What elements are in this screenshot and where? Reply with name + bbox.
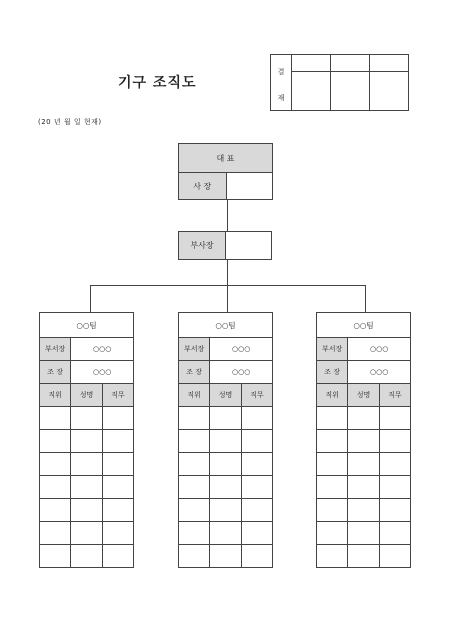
staff-name-cell[interactable]	[348, 407, 379, 430]
staff-name-cell[interactable]	[71, 545, 102, 568]
connector-line	[90, 285, 91, 312]
column-header-name: 성명	[348, 384, 379, 407]
staff-duty-cell[interactable]	[241, 430, 272, 453]
vice-president-label: 부사장	[179, 232, 226, 260]
approval-header-cell[interactable]	[292, 55, 331, 72]
leader-value: ○○○	[348, 361, 411, 384]
leader-value: ○○○	[71, 361, 134, 384]
manager-value: ○○○	[210, 338, 273, 361]
approval-box	[270, 54, 409, 111]
staff-position-cell[interactable]	[40, 430, 71, 453]
staff-name-cell[interactable]	[210, 407, 241, 430]
staff-position-cell[interactable]	[317, 545, 348, 568]
staff-duty-cell[interactable]	[379, 453, 410, 476]
staff-position-cell[interactable]	[317, 522, 348, 545]
president-label: 사 장	[179, 173, 227, 200]
manager-value: ○○○	[71, 338, 134, 361]
column-header-name: 성명	[71, 384, 102, 407]
staff-name-cell[interactable]	[348, 545, 379, 568]
staff-name-cell[interactable]	[210, 453, 241, 476]
approval-header-cell[interactable]	[331, 55, 370, 72]
staff-duty-cell[interactable]	[379, 407, 410, 430]
team-table	[316, 312, 411, 568]
staff-name-cell[interactable]	[210, 476, 241, 499]
staff-duty-cell[interactable]	[241, 522, 272, 545]
staff-position-cell[interactable]	[40, 453, 71, 476]
connector-line	[227, 285, 228, 312]
staff-name-cell[interactable]	[348, 430, 379, 453]
leader-label: 조 장	[179, 361, 210, 384]
staff-duty-cell[interactable]	[241, 407, 272, 430]
vice-president-name-cell[interactable]	[226, 232, 272, 260]
column-header-duty: 직무	[241, 384, 272, 407]
staff-duty-cell[interactable]	[379, 476, 410, 499]
staff-duty-cell[interactable]	[241, 545, 272, 568]
staff-position-cell[interactable]	[40, 522, 71, 545]
staff-position-cell[interactable]	[317, 453, 348, 476]
staff-name-cell[interactable]	[210, 545, 241, 568]
staff-duty-cell[interactable]	[379, 522, 410, 545]
staff-duty-cell[interactable]	[379, 499, 410, 522]
staff-duty-cell[interactable]	[379, 430, 410, 453]
president-name-cell[interactable]	[226, 173, 273, 200]
staff-position-cell[interactable]	[179, 476, 210, 499]
staff-position-cell[interactable]	[179, 545, 210, 568]
staff-name-cell[interactable]	[348, 499, 379, 522]
manager-label: 부서장	[40, 338, 71, 361]
manager-label: 부서장	[179, 338, 210, 361]
approval-header-cell[interactable]	[370, 55, 409, 72]
leader-label: 조 장	[317, 361, 348, 384]
staff-name-cell[interactable]	[348, 522, 379, 545]
staff-position-cell[interactable]	[179, 407, 210, 430]
staff-duty-cell[interactable]	[241, 453, 272, 476]
staff-duty-cell[interactable]	[241, 476, 272, 499]
staff-name-cell[interactable]	[71, 430, 102, 453]
column-header-position: 직위	[179, 384, 210, 407]
team-name: ○○팀	[317, 313, 411, 338]
leader-value: ○○○	[210, 361, 273, 384]
staff-duty-cell[interactable]	[102, 407, 133, 430]
page-title: 기구 조직도	[118, 75, 197, 91]
staff-duty-cell[interactable]	[102, 545, 133, 568]
staff-name-cell[interactable]	[71, 407, 102, 430]
staff-position-cell[interactable]	[179, 499, 210, 522]
staff-position-cell[interactable]	[317, 476, 348, 499]
approval-sign-cell[interactable]	[331, 72, 370, 111]
staff-duty-cell[interactable]	[102, 476, 133, 499]
approval-sign-cell[interactable]	[370, 72, 409, 111]
team-name: ○○팀	[179, 313, 273, 338]
staff-name-cell[interactable]	[210, 499, 241, 522]
staff-position-cell[interactable]	[317, 430, 348, 453]
column-header-duty: 직무	[102, 384, 133, 407]
date-line: (20 년 월 일 현재)	[38, 118, 102, 126]
approval-label: 결 재	[271, 55, 292, 111]
staff-duty-cell[interactable]	[102, 522, 133, 545]
connector-line	[365, 285, 366, 312]
team-table	[39, 312, 134, 568]
approval-sign-cell[interactable]	[292, 72, 331, 111]
staff-position-cell[interactable]	[40, 407, 71, 430]
staff-name-cell[interactable]	[210, 522, 241, 545]
staff-position-cell[interactable]	[179, 453, 210, 476]
staff-position-cell[interactable]	[40, 499, 71, 522]
connector-line	[227, 260, 228, 285]
staff-name-cell[interactable]	[348, 476, 379, 499]
column-header-name: 성명	[210, 384, 241, 407]
ceo-box	[178, 143, 273, 200]
staff-name-cell[interactable]	[71, 499, 102, 522]
connector-line	[90, 285, 366, 286]
staff-name-cell[interactable]	[348, 453, 379, 476]
staff-position-cell[interactable]	[40, 476, 71, 499]
leader-label: 조 장	[40, 361, 71, 384]
staff-name-cell[interactable]	[71, 522, 102, 545]
column-header-duty: 직무	[379, 384, 410, 407]
staff-duty-cell[interactable]	[102, 499, 133, 522]
column-header-position: 직위	[317, 384, 348, 407]
staff-position-cell[interactable]	[317, 407, 348, 430]
column-header-position: 직위	[40, 384, 71, 407]
staff-position-cell[interactable]	[179, 522, 210, 545]
manager-value: ○○○	[348, 338, 411, 361]
staff-position-cell[interactable]	[179, 430, 210, 453]
staff-name-cell[interactable]	[71, 476, 102, 499]
connector-line	[227, 200, 228, 231]
staff-position-cell[interactable]	[40, 545, 71, 568]
vice-president-box	[178, 231, 272, 260]
staff-name-cell[interactable]	[210, 430, 241, 453]
ceo-header: 대 표	[179, 144, 273, 173]
staff-duty-cell[interactable]	[102, 453, 133, 476]
team-table	[178, 312, 273, 568]
staff-position-cell[interactable]	[317, 499, 348, 522]
staff-duty-cell[interactable]	[379, 545, 410, 568]
staff-duty-cell[interactable]	[102, 430, 133, 453]
team-name: ○○팀	[40, 313, 134, 338]
staff-name-cell[interactable]	[71, 453, 102, 476]
manager-label: 부서장	[317, 338, 348, 361]
staff-duty-cell[interactable]	[241, 499, 272, 522]
